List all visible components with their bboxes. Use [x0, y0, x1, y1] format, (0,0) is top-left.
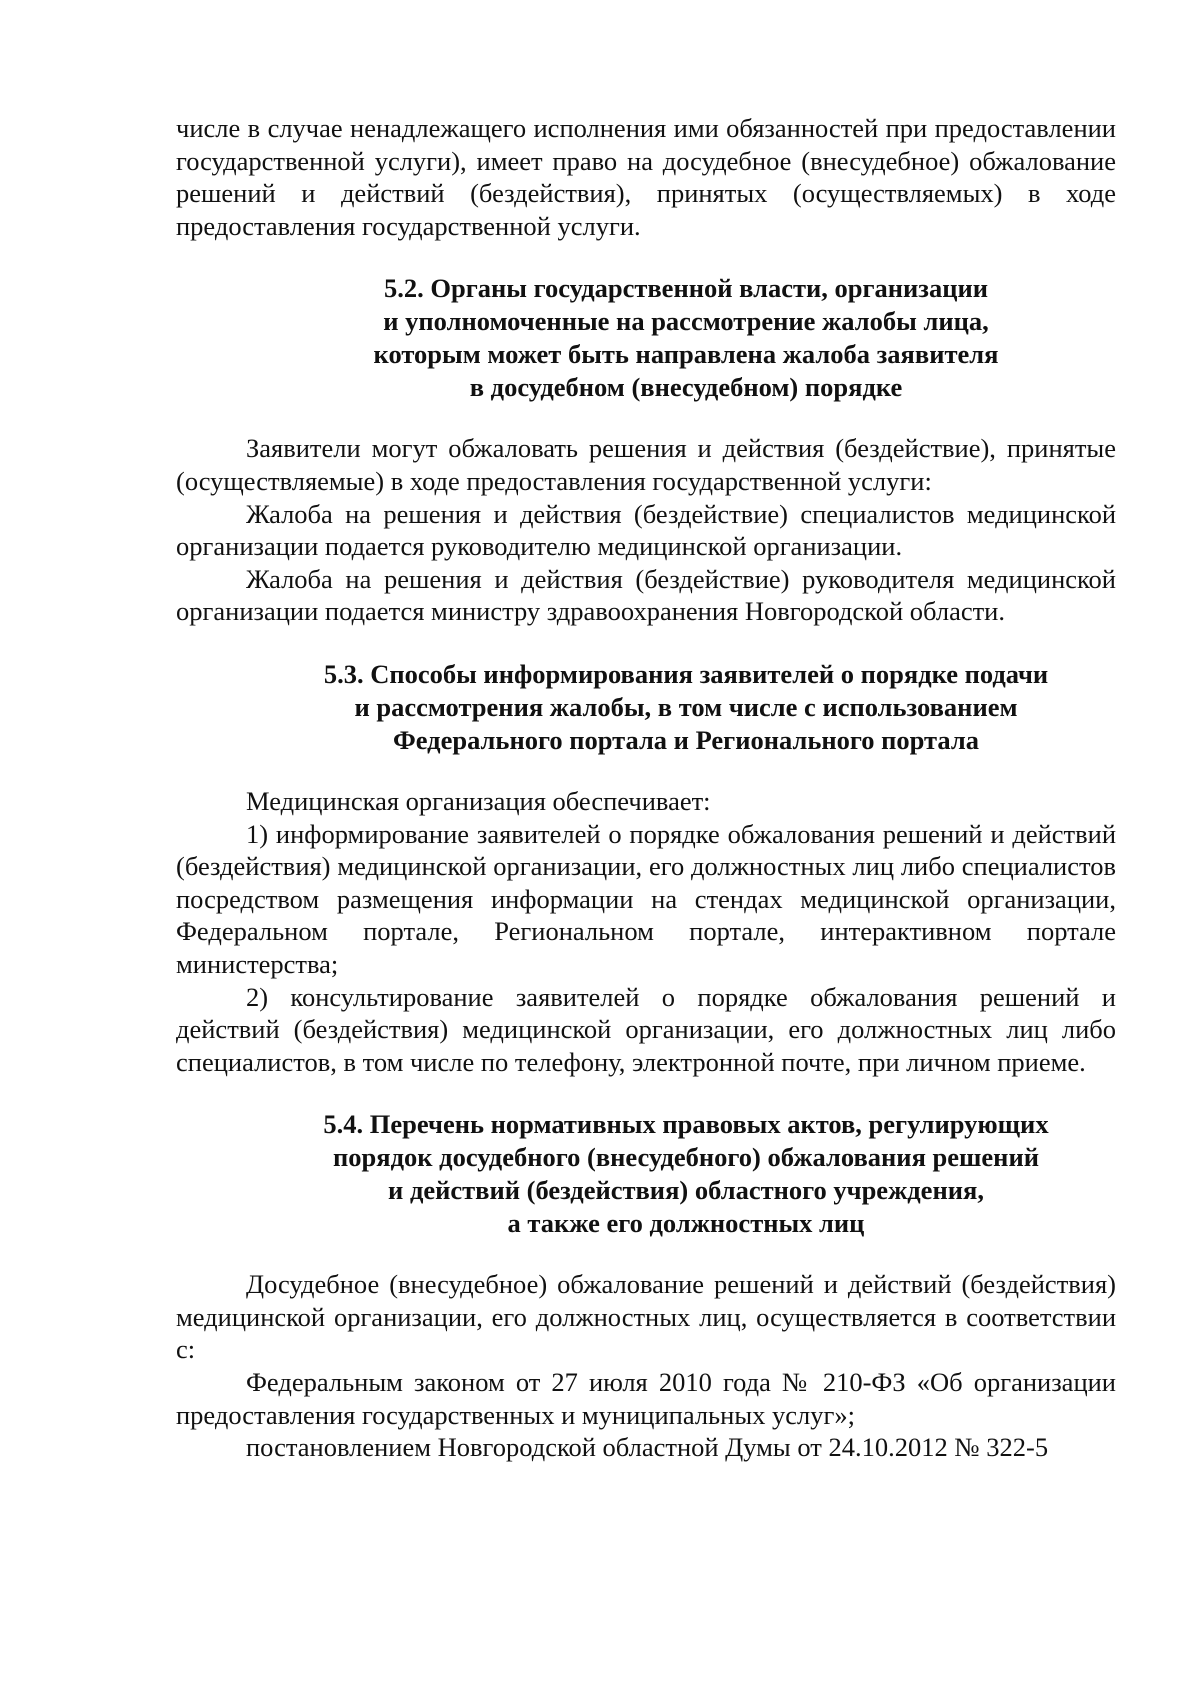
document-page	[176, 112, 1116, 1464]
section-5-4-paragraph: Досудебное (внесудебное) обжалование решений и действий (бездействия) медицинской организации, его должностных лиц, осуществляется в соответствии с:	[176, 1269, 1116, 1365]
heading-line: в досудебном (внесудебном) порядке	[469, 372, 903, 403]
section-5-2-paragraph: Жалоба на решения и действия (бездействие) руководителя медицинской организации подается министру здравоохранения Новгородской области.	[176, 563, 1116, 627]
intro-paragraph: числе в случае ненадлежащего исполнения ими обязанностей при предоставлении государственной услуги), имеет право на досудебное (внесудебное) обжалование решений и действий (бездействия), принятых (осуществляемых) в ходе предоставления государственной услуги.	[176, 113, 1116, 241]
heading-line: 5.3. Способы информирования заявителей о порядке подачи	[323, 658, 1049, 689]
section-5-2-heading	[176, 272, 1116, 404]
section-5-3-paragraph: Медицинская организация обеспечивает:	[246, 785, 711, 816]
heading-line: и уполномоченные на рассмотрение жалобы лица,	[383, 306, 989, 337]
heading-line: порядок досудебного (внесудебного) обжалования решений	[333, 1142, 1039, 1173]
section-5-4-paragraph: Федеральным законом от 27 июля 2010 года № 210-ФЗ «Об организации предоставления государственных и муниципальных услуг»;	[176, 1367, 1116, 1430]
heading-line: которым может быть направлена жалоба заявителя	[373, 339, 999, 370]
section-5-3-paragraph: 2) консультирование заявителей о порядке обжалования решений и действий (бездействия) медицинской организации, его должностных лиц либо специалистов, в том числе по телефону, электронной почте, при личном приеме.	[176, 981, 1116, 1077]
section-5-2-paragraph: Жалоба на решения и действия (бездействие) специалистов медицинской организации подается руководителю медицинской организации.	[176, 498, 1116, 562]
section-5-3-heading	[176, 658, 1116, 757]
heading-line: и действий (бездействия) областного учреждения,	[388, 1175, 984, 1206]
heading-line: и рассмотрения жалобы, в том числе с использованием	[354, 691, 1018, 722]
heading-line: 5.4. Перечень нормативных правовых актов, регулирующих	[323, 1109, 1049, 1140]
section-5-3-paragraph: 1) информирование заявителей о порядке обжалования решений и действий (бездействия) медицинской организации, его должностных лиц либо специалистов посредством размещения информации на стендах медицинской организации, Федеральном портале, Региональном портале, интерактивном портале министерства;	[176, 818, 1116, 979]
section-5-2-paragraph: Заявители могут обжаловать решения и действия (бездействие), принятые (осуществляемые) в ходе предоставления государственной услуги:	[176, 433, 1116, 496]
heading-line: Федерального портала и Регионального портала	[393, 724, 979, 755]
heading-line: 5.2. Органы государственной власти, организации	[383, 273, 989, 304]
section-5-4-paragraph: постановлением Новгородской областной Думы от 24.10.2012 № 322-5	[246, 1432, 1049, 1463]
section-5-4-heading	[176, 1108, 1116, 1240]
heading-line: а также его должностных лиц	[507, 1208, 865, 1239]
